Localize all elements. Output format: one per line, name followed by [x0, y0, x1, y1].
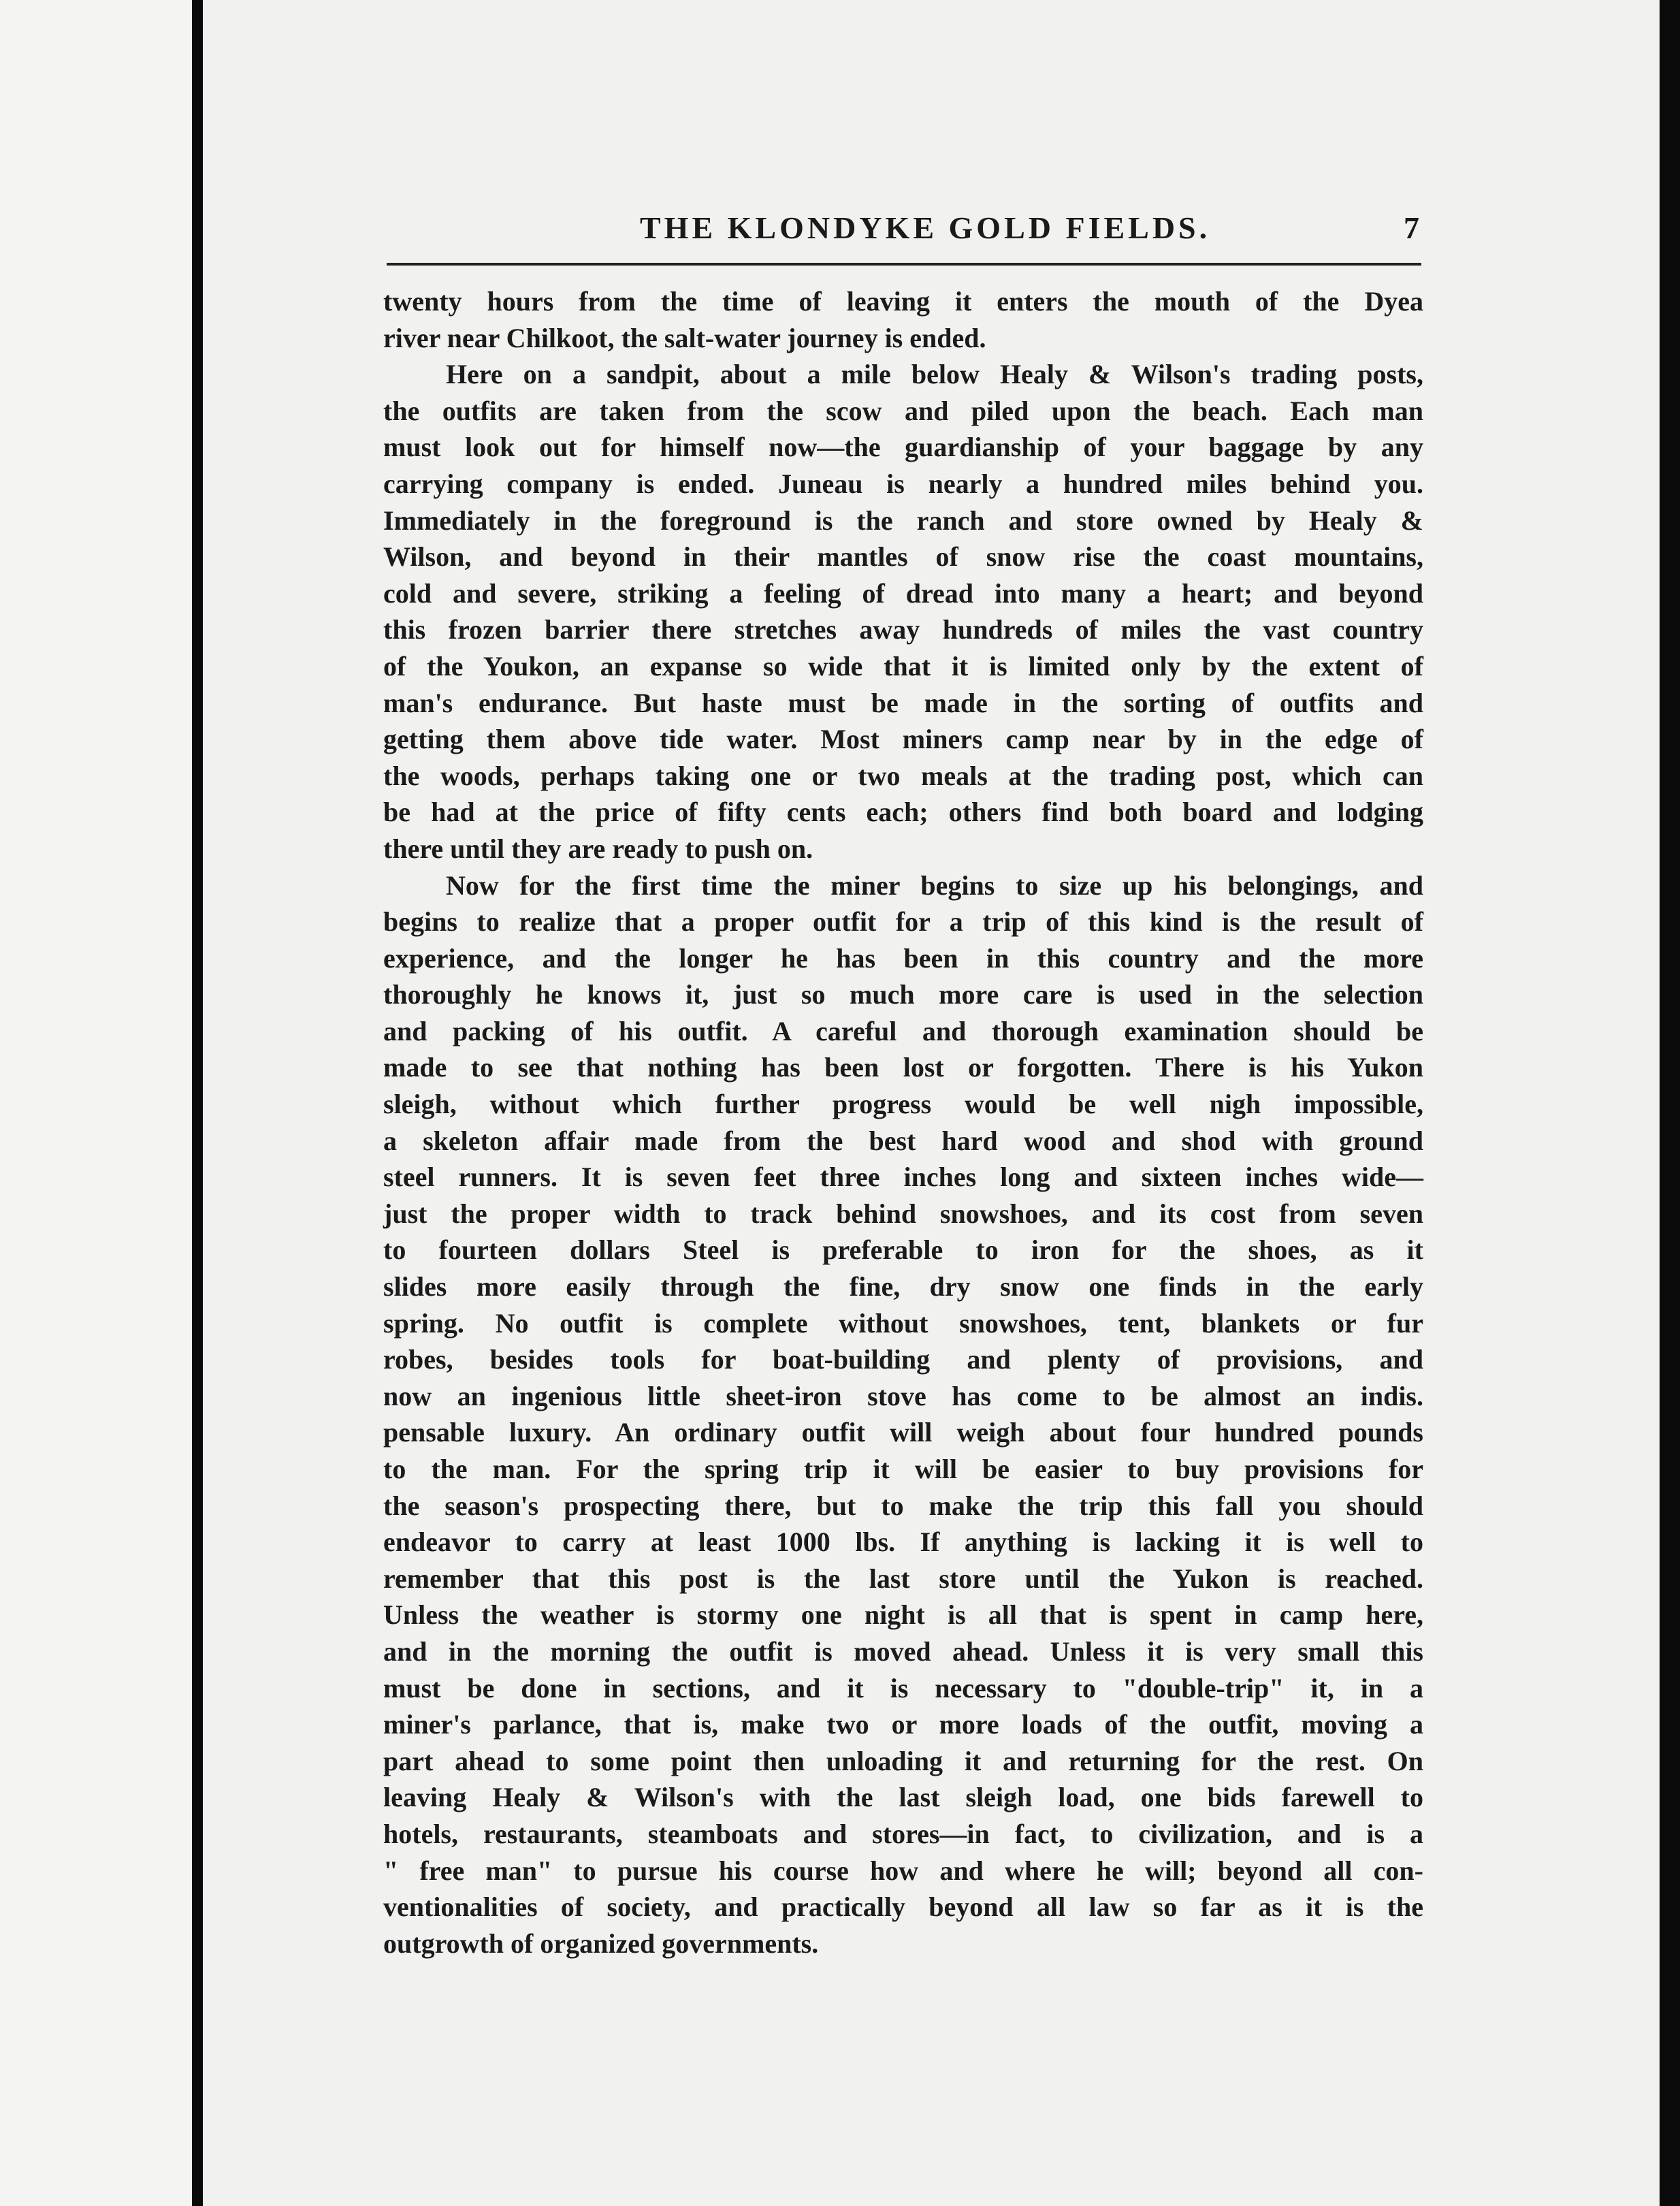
facing-page-edge	[0, 0, 192, 2206]
text-line: just the proper width to track behind snowshoes, and its cost from seven	[383, 1198, 1423, 1229]
text-line: remember that this post is the last store until the Yukon is reached.	[383, 1563, 1423, 1594]
text-line: to the man. For the spring trip it will be easier to buy provisions for	[383, 1454, 1423, 1484]
text-line: and in the morning the outfit is moved ahead. Unless it is very small this	[383, 1635, 1423, 1667]
scan-border-right	[1660, 0, 1680, 2206]
text-line: Unless the weather is stormy one night is all that is spent in camp here,	[383, 1599, 1423, 1631]
text-line: the woods, perhaps taking one or two meals at the trading post, which can	[383, 760, 1423, 791]
text-line: of the Youkon, an expanse so wide that it is limited only by the extent of	[383, 650, 1423, 682]
text-line: pensable luxury. An ordinary outfit will weigh about four hundred pounds	[383, 1417, 1423, 1448]
text-line: Here on a sandpit, about a mile below Healy & Wilson's trading posts,	[446, 359, 1423, 390]
text-line: must look out for himself now—the guardianship of your baggage by any	[383, 432, 1423, 463]
paragraph	[383, 867, 1423, 1962]
text-line: begins to realize that a proper outfit for a trip of this kind is the result of	[383, 906, 1423, 938]
text-line: robes, besides tools for boat-building and plenty of provisions, and	[383, 1344, 1423, 1375]
text-line: outgrowth of organized governments.	[383, 1928, 819, 1959]
text-line: Now for the first time the miner begins to size up his belongings, and	[446, 869, 1423, 901]
paragraph	[383, 356, 1423, 867]
text-line: must be done in sections, and it is necessary to "double-trip" it, in a	[383, 1672, 1423, 1704]
text-line: to fourteen dollars Steel is preferable to iron for the shoes, as it	[383, 1234, 1423, 1266]
text-line: hotels, restaurants, steamboats and stores—in fact, to civilization, and is a	[383, 1818, 1423, 1849]
text-line: man's endurance. But haste must be made in the sorting of outfits and	[383, 687, 1423, 718]
text-line: getting them above tide water. Most miners camp near by in the edge of	[383, 724, 1423, 755]
text-line: a skeleton affair made from the best hard wood and shod with ground	[383, 1125, 1423, 1156]
text-line: spring. No outfit is complete without snowshoes, tent, blankets or fur	[383, 1307, 1423, 1339]
text-line: twenty hours from the time of leaving it enters the mouth of the Dyea	[383, 286, 1423, 317]
running-header-title: THE KLONDYKE GOLD FIELDS.	[640, 210, 1211, 245]
text-line: this frozen barrier there stretches away hundreds of miles the vast country	[383, 614, 1423, 645]
text-line: there until they are ready to push on.	[383, 833, 813, 864]
text-line: cold and severe, striking a feeling of dread into many a heart; and beyond	[383, 577, 1423, 609]
page-number: 7	[1404, 210, 1423, 245]
text-line: Immediately in the foreground is the ranch and store owned by Healy &	[383, 505, 1423, 536]
text-line: river near Chilkoot, the salt-water journey is ended.	[383, 322, 986, 353]
text-line: endeavor to carry at least 1000 lbs. If anything is lacking it is well to	[383, 1526, 1423, 1558]
text-line: the season's prospecting there, but to make the trip this fall you should	[383, 1490, 1423, 1521]
text-line: experience, and the longer he has been in this country and the more	[383, 942, 1423, 974]
text-line: steel runners. It is seven feet three inches long and sixteen inches wide—	[383, 1162, 1423, 1193]
text-line: made to see that nothing has been lost or forgotten. There is his Yukon	[383, 1052, 1423, 1083]
text-line: sleigh, without which further progress would be well nigh impossible,	[383, 1089, 1423, 1120]
text-line: carrying company is ended. Juneau is nearly a hundred miles behind you.	[383, 468, 1423, 499]
text-line: ventionalities of society, and practically beyond all law so far as it is the	[383, 1891, 1423, 1923]
book-gutter	[192, 0, 203, 2206]
text-line: miner's parlance, that is, make two or more loads of the outfit, moving a	[383, 1709, 1423, 1740]
text-line: be had at the price of fifty cents each; others find both board and lodging	[383, 797, 1423, 828]
text-line: Wilson, and beyond in their mantles of snow rise the coast mountains,	[383, 541, 1423, 573]
text-line: and packing of his outfit. A careful and thorough examination should be	[383, 1015, 1423, 1046]
paragraph	[383, 283, 1423, 356]
text-line: slides more easily through the fine, dry snow one finds in the early	[383, 1271, 1423, 1302]
header-rule	[387, 263, 1421, 266]
text-line: the outfits are taken from the scow and piled upon the beach. Each man	[383, 395, 1423, 426]
text-line: " free man" to pursue his course how and where he will; beyond all con-	[383, 1855, 1423, 1886]
body-text	[383, 283, 1423, 1962]
text-line: leaving Healy & Wilson's with the last sleigh load, one bids farewell to	[383, 1782, 1423, 1813]
text-line: now an ingenious little sheet-iron stove has come to be almost an indis.	[383, 1380, 1423, 1411]
running-header	[640, 210, 1429, 251]
text-line: thoroughly he knows it, just so much more care is used in the selection	[383, 979, 1423, 1010]
text-line: part ahead to some point then unloading it and returning for the rest. On	[383, 1745, 1423, 1776]
